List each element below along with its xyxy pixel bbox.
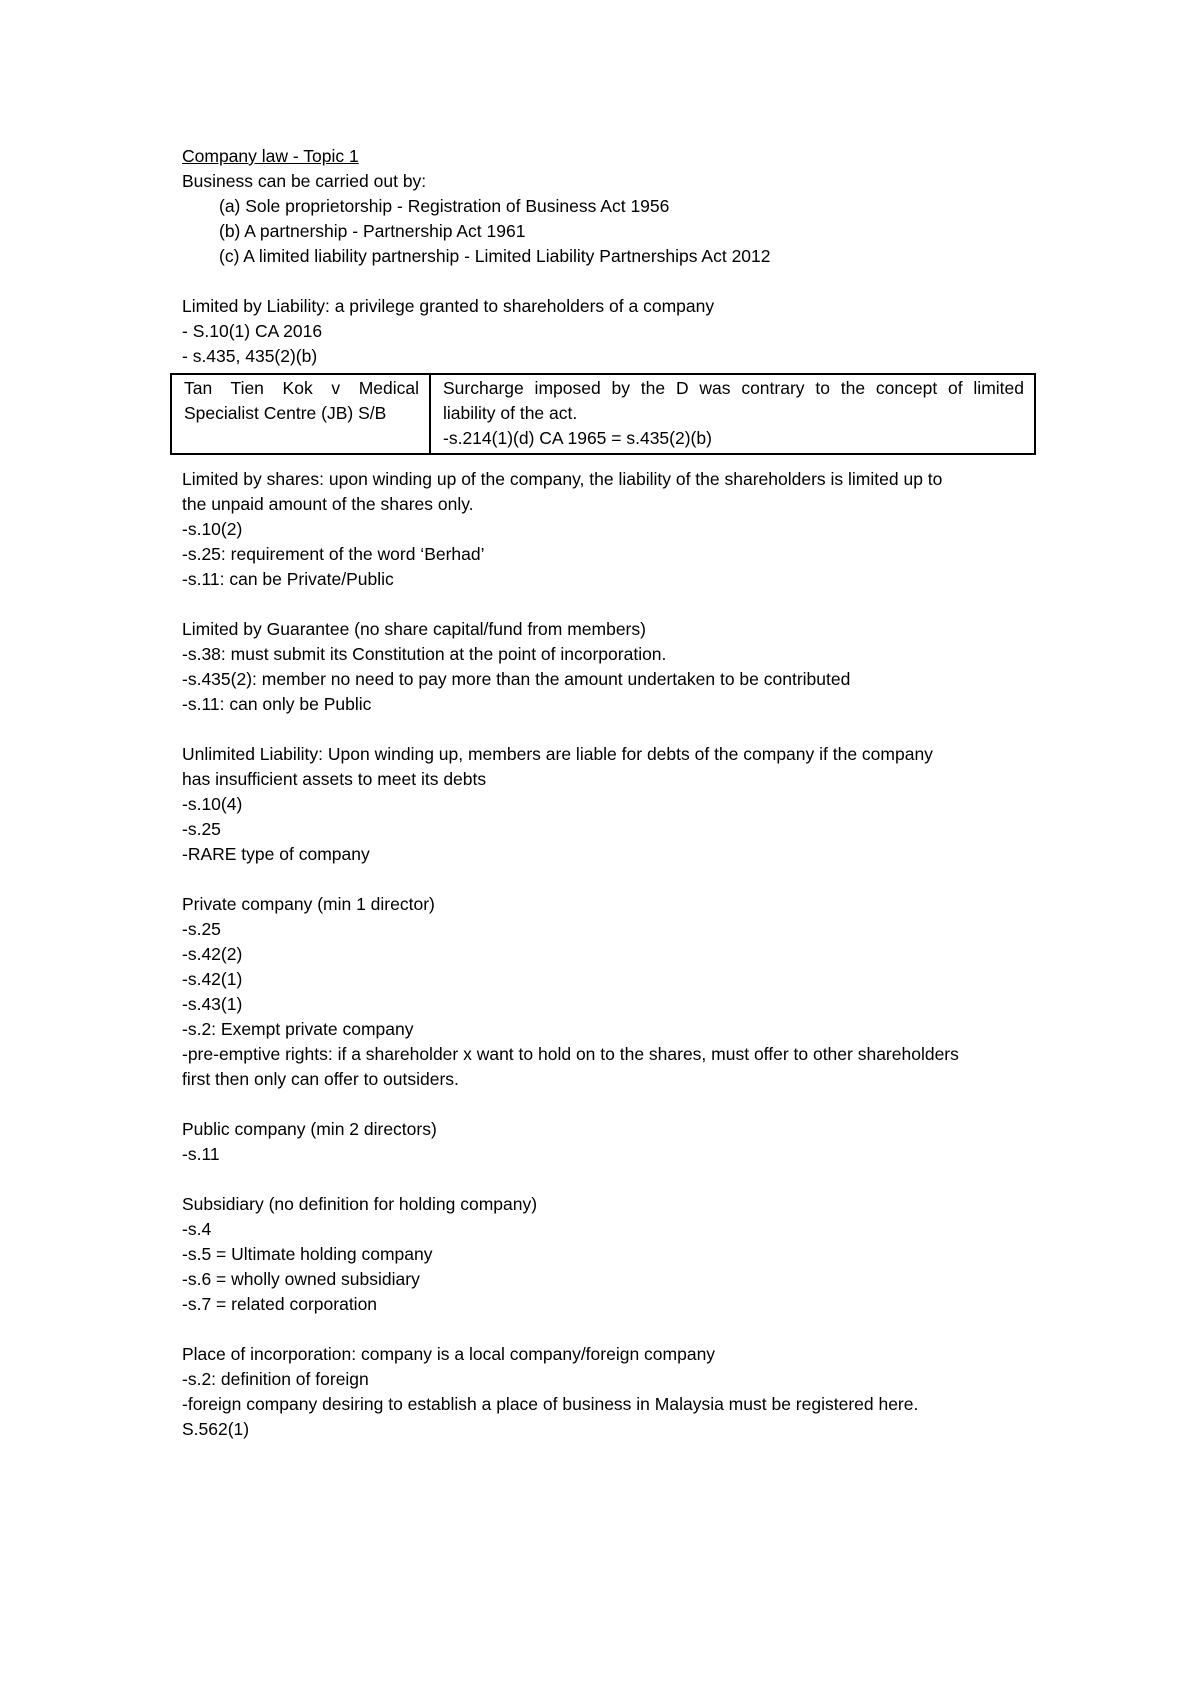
case-name-cell [171,374,430,454]
document-body [182,144,1042,1442]
section-heading: has insufficient assets to meet its debts [182,769,487,789]
section-line: -s.11: can be Private/Public [182,569,394,589]
spacer [182,1167,1042,1192]
case-table [170,373,1036,455]
document-title: Company law - Topic 1 [182,146,359,166]
section-heading: Unlimited Liability: Upon winding up, members are liable for debts of the company if the company [182,744,933,764]
spacer [182,1092,1042,1117]
section-line: -pre-emptive rights: if a shareholder x want to hold on to the shares, must offer to other shareholders [182,1044,959,1064]
section-line: - s.435, 435(2)(b) [182,346,318,366]
section-line: -s.435(2): member no need to pay more than the amount undertaken to be contributed [182,669,851,689]
section-line: -s.38: must submit its Constitution at the point of incorporation. [182,644,667,664]
section-line: -s.11: can only be Public [182,694,372,714]
section-heading: the unpaid amount of the shares only. [182,494,474,514]
section-line: -s.25: requirement of the word ‘Berhad’ [182,544,485,564]
section-line: -s.25 [182,919,221,939]
section-line: -s.2: Exempt private company [182,1019,414,1039]
section-line: -s.10(4) [182,794,243,814]
case-holding-cell [430,374,1035,454]
section-line: first then only can offer to outsiders. [182,1069,459,1089]
table-row [171,374,1035,454]
section-line: -RARE type of company [182,844,370,864]
spacer [182,269,1042,294]
intro-heading: Business can be carried out by: [182,171,427,191]
section-line: -s.5 = Ultimate holding company [182,1244,433,1264]
section-line: -s.42(2) [182,944,243,964]
section-heading: Limited by shares: upon winding up of the company, the liability of the shareholders is limited up to [182,469,943,489]
section-heading: Limited by Guarantee (no share capital/fund from members) [182,619,646,639]
section-line: -s.42(1) [182,969,243,989]
list-item: (c) A limited liability partnership - Limited Liability Partnerships Act 2012 [219,246,771,266]
section-line: -s.25 [182,819,221,839]
section-heading: Limited by Liability: a privilege granted to shareholders of a company [182,296,715,316]
section-heading: Place of incorporation: company is a local company/foreign company [182,1344,716,1364]
section-heading: Public company (min 2 directors) [182,1119,437,1139]
section-heading: Private company (min 1 director) [182,894,435,914]
section-line: -foreign company desiring to establish a place of business in Malaysia must be registered here. [182,1394,919,1414]
section-line: -s.10(2) [182,519,243,539]
spacer [182,592,1042,617]
list-item: (b) A partnership - Partnership Act 1961 [219,221,526,241]
spacer [182,1317,1042,1342]
spacer [182,867,1042,892]
section-line: S.562(1) [182,1419,250,1439]
section-line: -s.7 = related corporation [182,1294,378,1314]
holding-line: liability of the act. [443,403,578,423]
case-name-line: Tan Tien Kok v Medical [184,378,419,398]
case-name-line: Specialist Centre (JB) S/B [184,403,387,423]
section-line: -s.11 [182,1144,220,1164]
section-line: -s.43(1) [182,994,243,1014]
section-line: - S.10(1) CA 2016 [182,321,323,341]
holding-line: Surcharge imposed by the D was contrary to the concept of limited [443,378,1024,398]
section-line: -s.6 = wholly owned subsidiary [182,1269,420,1289]
section-line: -s.4 [182,1219,212,1239]
spacer [182,717,1042,742]
holding-line: -s.214(1)(d) CA 1965 = s.435(2)(b) [443,428,712,448]
section-line: -s.2: definition of foreign [182,1369,369,1389]
list-item: (a) Sole proprietorship - Registration of Business Act 1956 [219,196,670,216]
section-heading: Subsidiary (no definition for holding company) [182,1194,538,1214]
